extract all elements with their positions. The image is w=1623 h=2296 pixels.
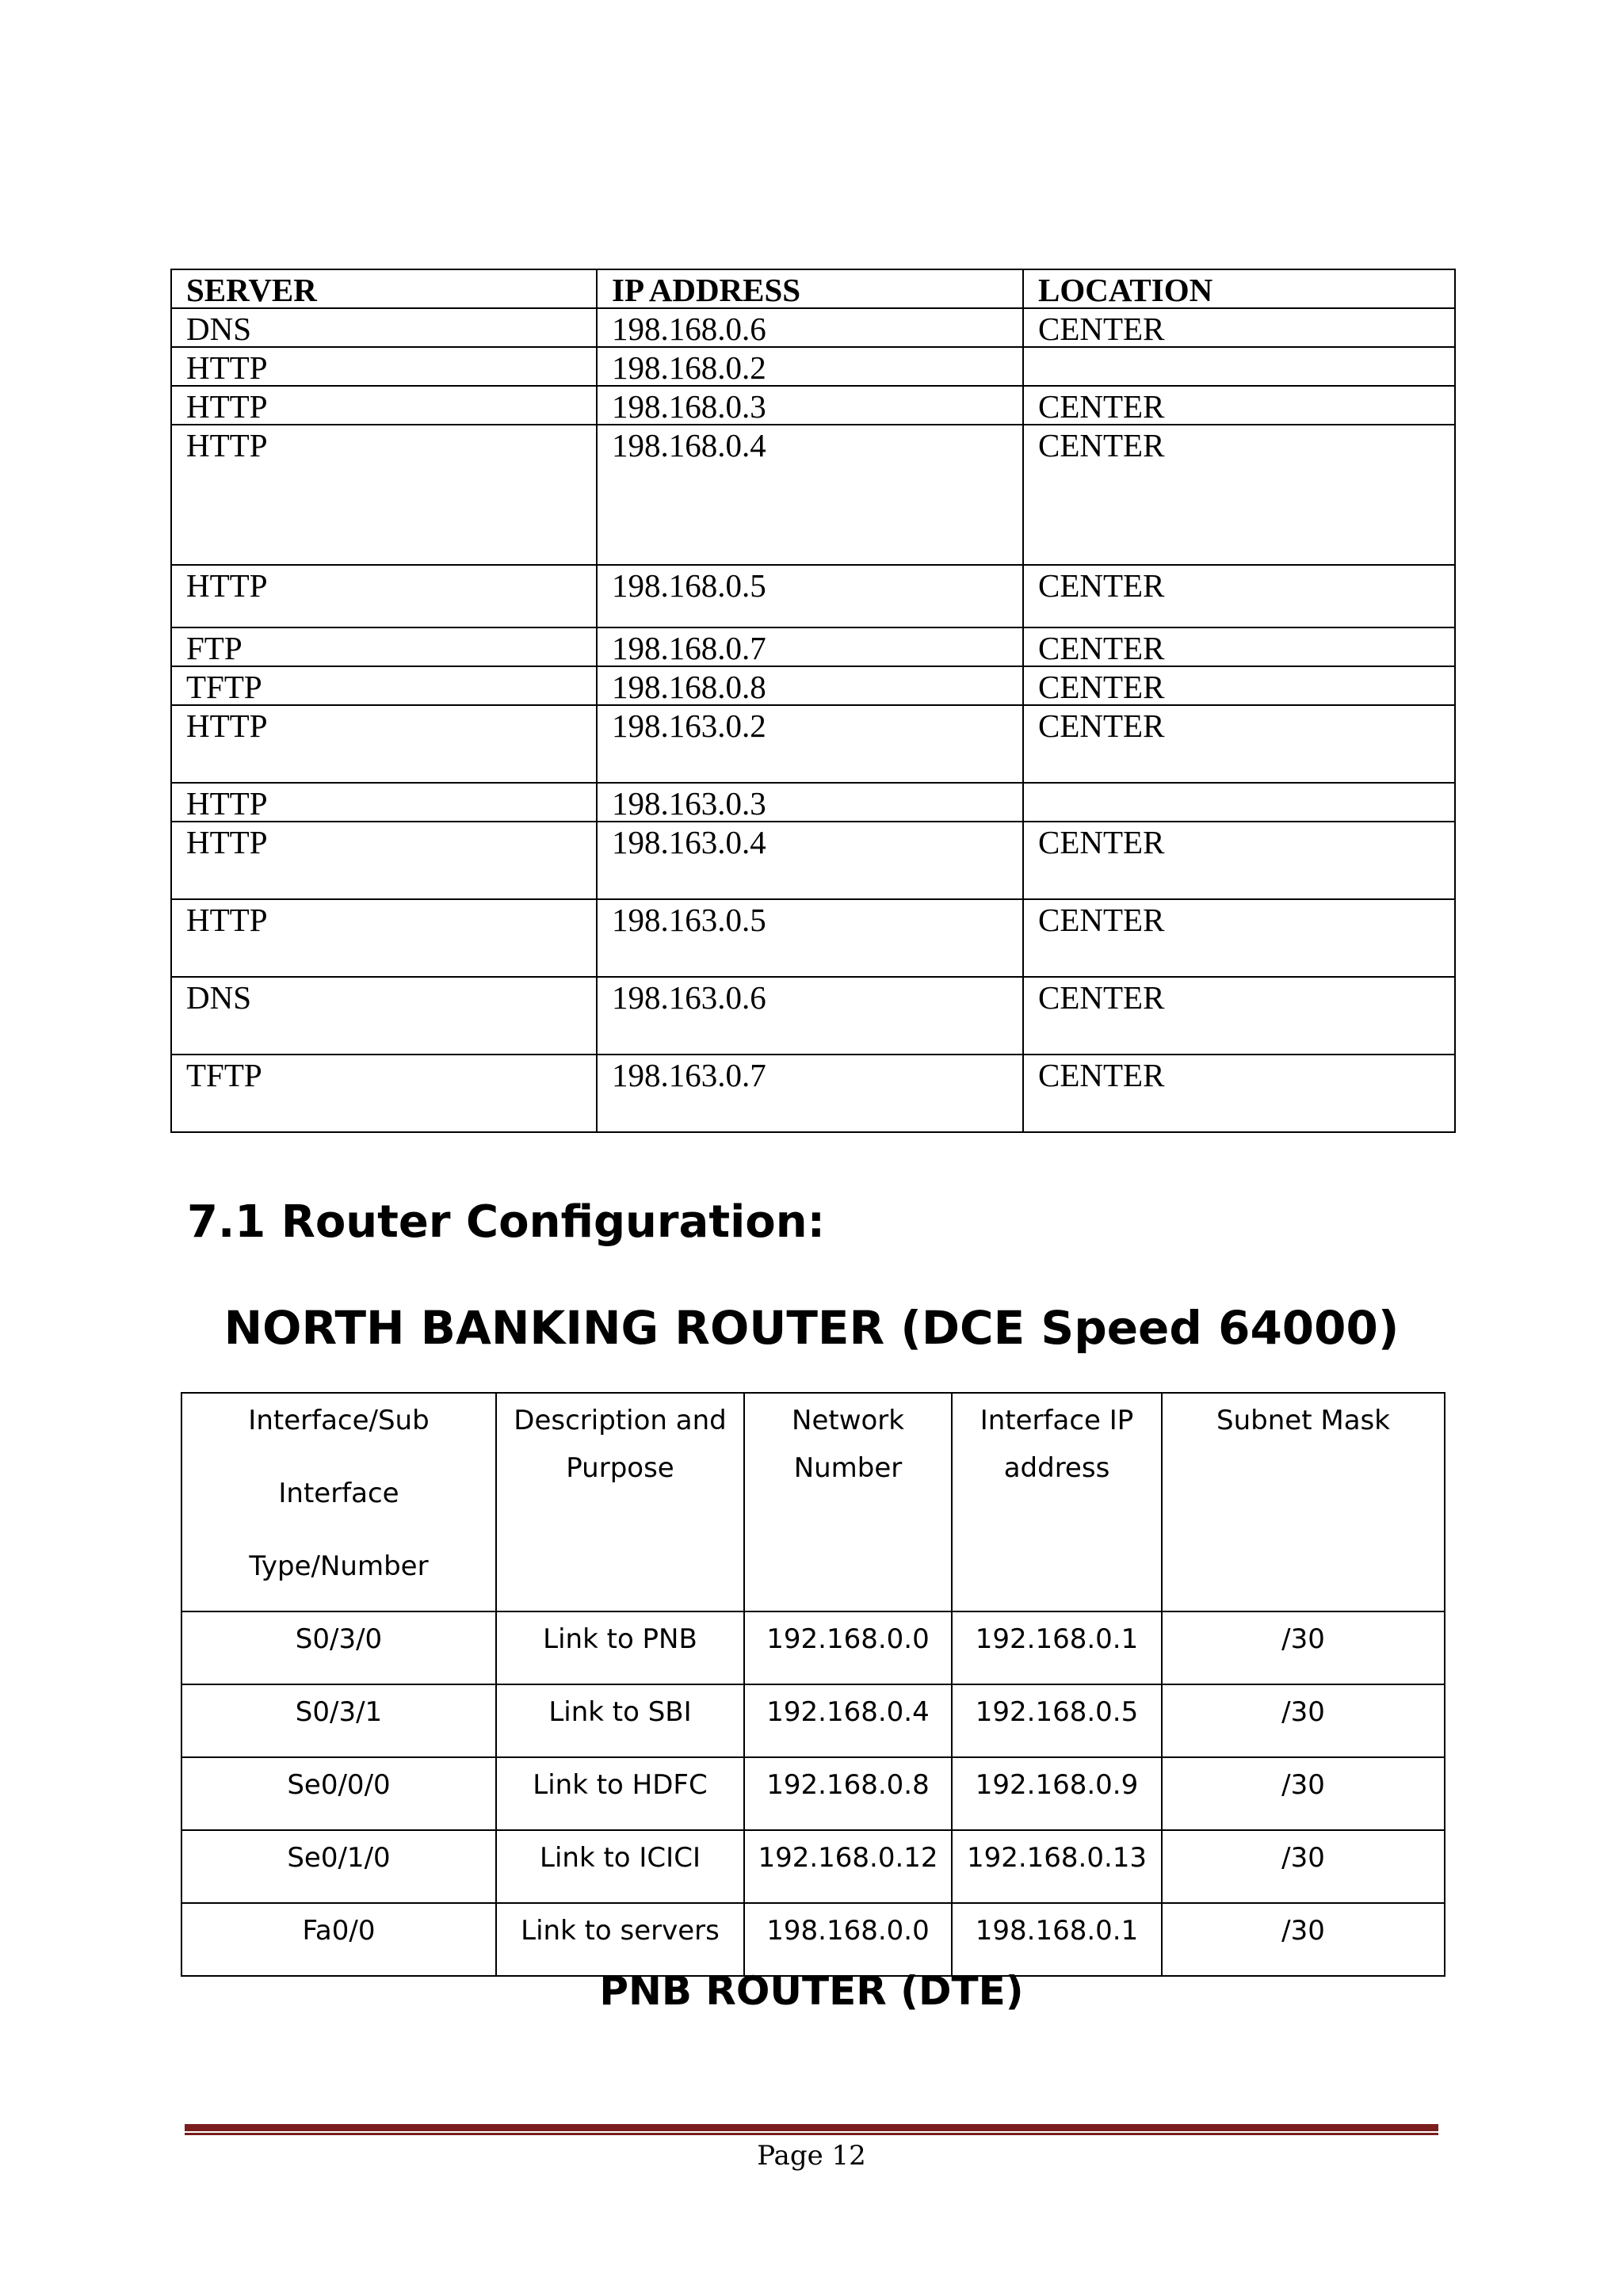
location-cell: CENTER [1023,899,1455,977]
interface-ip-cell: 192.168.0.13 [952,1830,1162,1903]
pnb-router-title: PNB ROUTER (DTE) [599,1968,1024,2014]
location-cell: CENTER [1023,1055,1455,1132]
table-row [181,1684,1445,1757]
ip-address-column-header: IP ADDRESS [597,269,1023,308]
ip-cell: 198.168.0.4 [597,425,1023,565]
interface-cell: S0/3/0 [181,1611,496,1684]
interface-ip-cell: 198.168.0.1 [952,1903,1162,1976]
ip-cell: 198.168.0.8 [597,666,1023,705]
ip-cell: 198.163.0.4 [597,822,1023,899]
server-cell: TFTP [171,666,597,705]
network-cell: 192.168.0.12 [744,1830,952,1903]
network-cell: 192.168.0.0 [744,1611,952,1684]
subnet-mask-cell: /30 [1162,1830,1445,1903]
server-cell: HTTP [171,565,597,627]
table-row [181,1830,1445,1903]
section-heading: 7.1 Router Configuration: [187,1196,826,1248]
server-cell: HTTP [171,425,597,565]
server-cell: HTTP [171,705,597,783]
network-cell: 198.168.0.0 [744,1903,952,1976]
server-table-header-row [171,269,1455,308]
interface-ip-cell: 192.168.0.1 [952,1611,1162,1684]
header-line: Interface/Sub [248,1405,430,1436]
ip-cell: 198.168.0.3 [597,386,1023,425]
ip-cell: 198.168.0.2 [597,347,1023,386]
location-cell: CENTER [1023,308,1455,347]
footer-divider [185,2124,1438,2135]
interface-cell: Se0/0/0 [181,1757,496,1830]
table-row [171,425,1455,565]
server-cell: HTTP [171,822,597,899]
table-row [171,977,1455,1055]
subnet-mask-cell: /30 [1162,1684,1445,1757]
header-line: Subnet Mask [1216,1405,1390,1436]
description-cell: Link to PNB [496,1611,744,1684]
description-cell: Link to ICICI [496,1830,744,1903]
ip-cell: 198.168.0.7 [597,627,1023,666]
table-row [171,627,1455,666]
table-row [171,308,1455,347]
interface-ip-cell: 192.168.0.9 [952,1757,1162,1830]
table-row [171,899,1455,977]
ip-cell: 198.168.0.5 [597,565,1023,627]
page-number: Page 12 [757,2140,866,2172]
location-cell: CENTER [1023,565,1455,627]
network-cell: 192.168.0.4 [744,1684,952,1757]
header-line: Interface IP [980,1405,1134,1436]
server-column-header: SERVER [171,269,597,308]
location-cell: CENTER [1023,425,1455,565]
ip-cell: 198.163.0.5 [597,899,1023,977]
server-cell: DNS [171,308,597,347]
server-table [170,269,1456,1133]
header-line: Purpose [566,1452,674,1484]
server-cell: HTTP [171,386,597,425]
ip-cell: 198.163.0.3 [597,783,1023,822]
header-line: address [1003,1452,1110,1484]
description-column-header [496,1393,744,1611]
north-router-title: NORTH BANKING ROUTER (DCE Speed 64000) [223,1301,1400,1355]
table-row [171,386,1455,425]
table-row [171,666,1455,705]
subnet-mask-cell: /30 [1162,1611,1445,1684]
network-cell: 192.168.0.8 [744,1757,952,1830]
server-cell: TFTP [171,1055,597,1132]
table-row [171,565,1455,627]
location-cell: CENTER [1023,977,1455,1055]
table-row [171,1055,1455,1132]
location-cell [1023,783,1455,822]
location-cell: CENTER [1023,386,1455,425]
table-row [171,822,1455,899]
header-line: Description and [514,1405,727,1436]
subnet-mask-cell: /30 [1162,1903,1445,1976]
interface-cell: S0/3/1 [181,1684,496,1757]
network-column-header [744,1393,952,1611]
table-row [171,705,1455,783]
ip-cell: 198.168.0.6 [597,308,1023,347]
description-cell: Link to SBI [496,1684,744,1757]
location-cell: CENTER [1023,627,1455,666]
interface-cell: Se0/1/0 [181,1830,496,1903]
location-cell [1023,347,1455,386]
ip-cell: 198.163.0.7 [597,1055,1023,1132]
interface-ip-cell: 192.168.0.5 [952,1684,1162,1757]
north-router-table [181,1392,1445,1977]
header-line: Interface [278,1478,399,1509]
server-cell: HTTP [171,899,597,977]
subnet-mask-column-header [1162,1393,1445,1611]
router-table-header-row [181,1393,1445,1611]
interface-cell: Fa0/0 [181,1903,496,1976]
interface-column-header [181,1393,496,1611]
ip-cell: 198.163.0.2 [597,705,1023,783]
location-cell: CENTER [1023,822,1455,899]
header-line: Network [792,1405,904,1436]
table-row [181,1757,1445,1830]
table-row [171,783,1455,822]
location-cell: CENTER [1023,666,1455,705]
header-line: Number [793,1452,903,1484]
server-cell: FTP [171,627,597,666]
server-cell: HTTP [171,347,597,386]
description-cell: Link to HDFC [496,1757,744,1830]
header-line: Type/Number [249,1550,429,1582]
server-cell: DNS [171,977,597,1055]
interface-ip-column-header [952,1393,1162,1611]
table-row [171,347,1455,386]
ip-cell: 198.163.0.6 [597,977,1023,1055]
location-cell: CENTER [1023,705,1455,783]
server-cell: HTTP [171,783,597,822]
subnet-mask-cell: /30 [1162,1757,1445,1830]
page-footer [0,2136,1623,2176]
description-cell: Link to servers [496,1903,744,1976]
location-column-header: LOCATION [1023,269,1455,308]
table-row [181,1611,1445,1684]
